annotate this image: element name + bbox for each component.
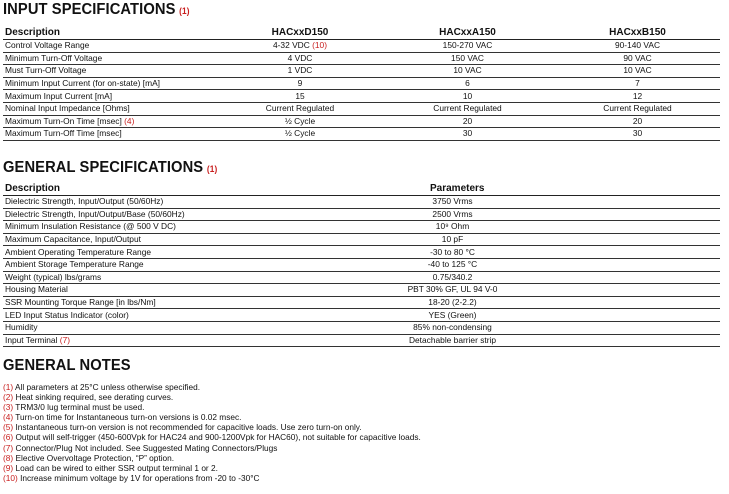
spec-value-text: 6: [465, 78, 470, 89]
spec-value-hacxxa150: [380, 65, 555, 78]
spec-description: [3, 221, 243, 234]
input-specs-title: [3, 1, 190, 19]
spec-parameter-text: 10 pF: [441, 234, 464, 245]
spec-value-hacxxa150: [380, 40, 555, 53]
spec-parameter-value: [243, 246, 720, 259]
spec-description: [3, 196, 243, 209]
input-specs-title-text: INPUT SPECIFICATIONS: [3, 1, 176, 18]
note-number: (6): [3, 432, 14, 443]
spec-value-text: Current Regulated: [433, 103, 502, 114]
spec-value-hacxxa150: [380, 90, 555, 103]
general-specs-body: [3, 196, 720, 347]
spec-description-text: Minimum Input Current (for on-state) [mA]: [5, 78, 160, 89]
spec-parameter-text: -30 to 80 °C: [430, 246, 475, 257]
input-specs-header-row: [3, 26, 720, 40]
spec-parameter-value: [243, 221, 720, 234]
spec-value-text: 10 VAC: [453, 65, 482, 76]
spec-description: [3, 40, 220, 53]
spec-value-text: 7: [635, 78, 640, 89]
spec-description-text: Housing Material: [5, 284, 68, 295]
spec-value-text: 90-140 VAC: [614, 40, 660, 51]
spec-value-text: 20: [632, 115, 643, 126]
spec-description-text: LED Input Status Indicator (color): [5, 309, 129, 320]
note-item: [3, 443, 421, 453]
note-number: (3): [3, 402, 14, 413]
spec-value-text: ½ Cycle: [284, 128, 316, 139]
spec-value-hacxxb150: [555, 90, 720, 103]
spec-parameter-text: 85% non-condensing: [413, 322, 492, 333]
spec-value-text: 30: [462, 128, 473, 139]
spec-description-text: Humidity: [5, 322, 38, 333]
general-spec-row: [3, 258, 720, 271]
header-hacxxb150: HACxxB150: [555, 26, 720, 40]
spec-value-hacxxb150: [555, 40, 720, 53]
spec-value-hacxxd150: [220, 77, 380, 90]
general-notes-title-text: GENERAL NOTES: [3, 357, 131, 374]
spec-description: [3, 296, 243, 309]
spec-value-hacxxb150: [555, 102, 720, 115]
general-spec-row: [3, 284, 720, 297]
general-notes-list: [3, 382, 421, 483]
spec-description: [3, 128, 220, 141]
spec-description-text: Weight (typical) lbs/grams: [5, 271, 102, 282]
note-reference: (7): [59, 334, 71, 345]
spec-value-text: 10 VAC: [623, 65, 652, 76]
general-spec-row: [3, 233, 720, 246]
general-spec-row: [3, 196, 720, 209]
note-item: [3, 463, 421, 473]
spec-description: [3, 246, 243, 259]
spec-parameter-text: 10⁹ Ohm: [435, 221, 470, 232]
general-spec-row: [3, 296, 720, 309]
input-spec-row: [3, 40, 720, 53]
general-spec-row: [3, 271, 720, 284]
spec-value-text: 12: [632, 90, 643, 101]
general-spec-row: [3, 321, 720, 334]
note-number: (5): [3, 422, 14, 433]
note-reference: (4): [124, 115, 135, 126]
spec-description: [3, 77, 220, 90]
spec-value-text: 1 VDC: [287, 65, 313, 76]
general-notes-title: [3, 357, 131, 375]
spec-value-hacxxb150: [555, 52, 720, 65]
spec-value-hacxxd150: [220, 115, 380, 128]
spec-description: [3, 65, 220, 78]
spec-description: [3, 90, 220, 103]
note-text: TRM3/0 lug terminal must be used.: [15, 402, 145, 413]
spec-value-text: 4 VDC: [287, 52, 313, 63]
spec-parameter-value: [243, 258, 720, 271]
spec-value-text: Current Regulated: [265, 103, 335, 114]
spec-parameter-value: [243, 309, 720, 322]
spec-value-hacxxa150: [380, 115, 555, 128]
note-number: (10): [3, 472, 18, 483]
spec-value-hacxxd150: [220, 52, 380, 65]
spec-description-text: Dielectric Strength, Input/Output/Base (50/60Hz): [5, 208, 185, 219]
spec-parameter-text: PBT 30% GF, UL 94 V-0: [407, 284, 498, 295]
note-item: [3, 402, 421, 412]
header-hacxxa150: HACxxA150: [380, 26, 555, 40]
general-specs-table: [3, 182, 720, 347]
spec-value-text: 20: [462, 115, 473, 126]
spec-parameter-text: 3750 Vrms: [432, 196, 473, 207]
spec-value-text: 150-270 VAC: [442, 40, 493, 51]
note-number: (7): [3, 442, 14, 453]
general-specs-header-row: [3, 182, 720, 196]
header-description: Description: [3, 26, 220, 40]
spec-description: [3, 284, 243, 297]
input-spec-row: [3, 52, 720, 65]
note-text: Instantaneous turn-on version is not recommended for capacitive loads. Use zero turn-on only.: [15, 422, 362, 433]
spec-description: [3, 271, 243, 284]
header-hacxxd150: HACxxD150: [220, 26, 380, 40]
general-specs-title-ref: (1): [206, 164, 218, 174]
spec-description-text: Ambient Storage Temperature Range: [5, 259, 144, 270]
spec-parameter-text: Detachable barrier strip: [408, 334, 497, 345]
input-spec-row: [3, 77, 720, 90]
spec-description-text: Maximum Capacitance, Input/Output: [5, 234, 141, 245]
note-item: [3, 422, 421, 432]
spec-value-text: 15: [295, 90, 305, 101]
spec-value-hacxxd150: [220, 65, 380, 78]
spec-value-hacxxb150: [555, 128, 720, 141]
spec-value-text: 90 VAC: [623, 52, 652, 63]
spec-description-text: Control Voltage Range: [5, 40, 90, 51]
note-item: [3, 473, 421, 483]
note-text: Increase minimum voltage by 1V for operations from -20 to -30°C: [20, 472, 260, 483]
spec-parameter-value: [243, 321, 720, 334]
spec-description-text: Maximum Input Current [mA]: [5, 90, 113, 101]
note-item: [3, 392, 421, 402]
spec-parameter-value: [243, 233, 720, 246]
spec-description-text: Ambient Operating Temperature Range: [5, 246, 152, 257]
input-spec-row: [3, 65, 720, 78]
note-number: (4): [3, 412, 14, 423]
spec-description-text: Nominal Input Impedance [Ohms]: [5, 103, 130, 114]
note-text: All parameters at 25°C unless otherwise specified.: [15, 382, 201, 392]
spec-description-text: Minimum Insulation Resistance (@ 500 V DC): [5, 221, 176, 232]
spec-value-text: 4-32 VDC: [272, 40, 310, 51]
spec-parameter-text: YES (Green): [428, 309, 477, 320]
spec-value-text: ½ Cycle: [284, 115, 316, 126]
note-text: Heat sinking required, see derating curves.: [15, 392, 174, 403]
input-specs-table: [3, 26, 720, 141]
general-spec-row: [3, 334, 720, 347]
spec-value-text: 9: [297, 78, 303, 89]
note-text: Turn-on time for Instantaneous turn-on versions is 0.02 msec.: [15, 412, 242, 423]
spec-value-hacxxd150: [220, 90, 380, 103]
input-specs-body: [3, 40, 720, 141]
spec-description: [3, 334, 243, 347]
spec-description: [3, 102, 220, 115]
spec-value-hacxxb150: [555, 115, 720, 128]
spec-value-text: 30: [632, 128, 643, 139]
spec-value-hacxxd150: [220, 128, 380, 141]
spec-description: [3, 115, 220, 128]
spec-parameter-text: 2500 Vrms: [432, 208, 473, 219]
general-spec-row: [3, 208, 720, 221]
note-number: (2): [3, 392, 14, 403]
note-reference: (10): [312, 40, 327, 51]
spec-value-hacxxb150: [555, 65, 720, 78]
spec-description: [3, 208, 243, 221]
spec-description-text: Input Terminal: [5, 334, 58, 345]
header-parameters: Parameters: [243, 182, 720, 196]
spec-parameter-value: [243, 334, 720, 347]
input-spec-row: [3, 90, 720, 103]
spec-value-hacxxb150: [555, 77, 720, 90]
note-item: [3, 453, 421, 463]
spec-value-text: Current Regulated: [603, 103, 672, 114]
note-text: Connector/Plug Not included. See Suggested Mating Connectors/Plugs: [15, 442, 278, 453]
spec-parameter-text: -40 to 125 °C: [427, 259, 478, 270]
note-number: (9): [3, 462, 14, 473]
note-number: (8): [3, 452, 14, 463]
spec-parameter-text: 0.75/340.2: [432, 271, 473, 282]
note-item: [3, 382, 421, 392]
note-text: Load can be wired to either SSR output terminal 1 or 2.: [15, 462, 218, 473]
spec-value-hacxxa150: [380, 128, 555, 141]
spec-description-text: SSR Mounting Torque Range [in lbs/Nm]: [5, 297, 156, 308]
spec-description-text: Minimum Turn-Off Voltage: [5, 52, 103, 63]
spec-value-hacxxd150: [220, 102, 380, 115]
spec-description-text: Dielectric Strength, Input/Output (50/60Hz): [5, 196, 164, 207]
spec-description-text: Maximum Turn-On Time [msec]: [5, 115, 122, 126]
spec-value-hacxxa150: [380, 77, 555, 90]
spec-value-hacxxd150: [220, 40, 380, 53]
header-description: Description: [3, 182, 243, 196]
general-spec-row: [3, 221, 720, 234]
note-item: [3, 432, 421, 442]
spec-value-text: 10: [462, 90, 473, 101]
spec-value-hacxxa150: [380, 52, 555, 65]
spec-description-text: Must Turn-Off Voltage: [5, 65, 87, 76]
spec-parameter-value: [243, 208, 720, 221]
input-spec-row: [3, 115, 720, 128]
spec-parameter-text: 18-20 (2-2.2): [428, 297, 477, 308]
general-spec-row: [3, 309, 720, 322]
spec-description: [3, 258, 243, 271]
note-item: [3, 412, 421, 422]
spec-parameter-value: [243, 196, 720, 209]
note-text: Elective Overvoltage Protection, “P” option.: [15, 452, 175, 463]
spec-description: [3, 309, 243, 322]
spec-description: [3, 233, 243, 246]
spec-description: [3, 321, 243, 334]
spec-description: [3, 52, 220, 65]
input-spec-row: [3, 102, 720, 115]
general-specs-title: [3, 159, 217, 177]
spec-value-hacxxa150: [380, 102, 555, 115]
general-specs-title-text: GENERAL SPECIFICATIONS: [3, 159, 204, 176]
general-spec-row: [3, 246, 720, 259]
input-specs-title-ref: (1): [179, 6, 190, 16]
note-number: (1): [3, 382, 14, 392]
note-text: Output will self-trigger (450-600Vpk for HAC24 and 900-1200Vpk for HAC60), not suitable for capacitive loads.: [15, 432, 421, 443]
spec-parameter-value: [243, 284, 720, 297]
spec-parameter-value: [243, 271, 720, 284]
spec-parameter-value: [243, 296, 720, 309]
input-spec-row: [3, 128, 720, 141]
spec-value-text: 150 VAC: [451, 52, 484, 63]
spec-description-text: Maximum Turn-Off Time [msec]: [5, 128, 122, 139]
